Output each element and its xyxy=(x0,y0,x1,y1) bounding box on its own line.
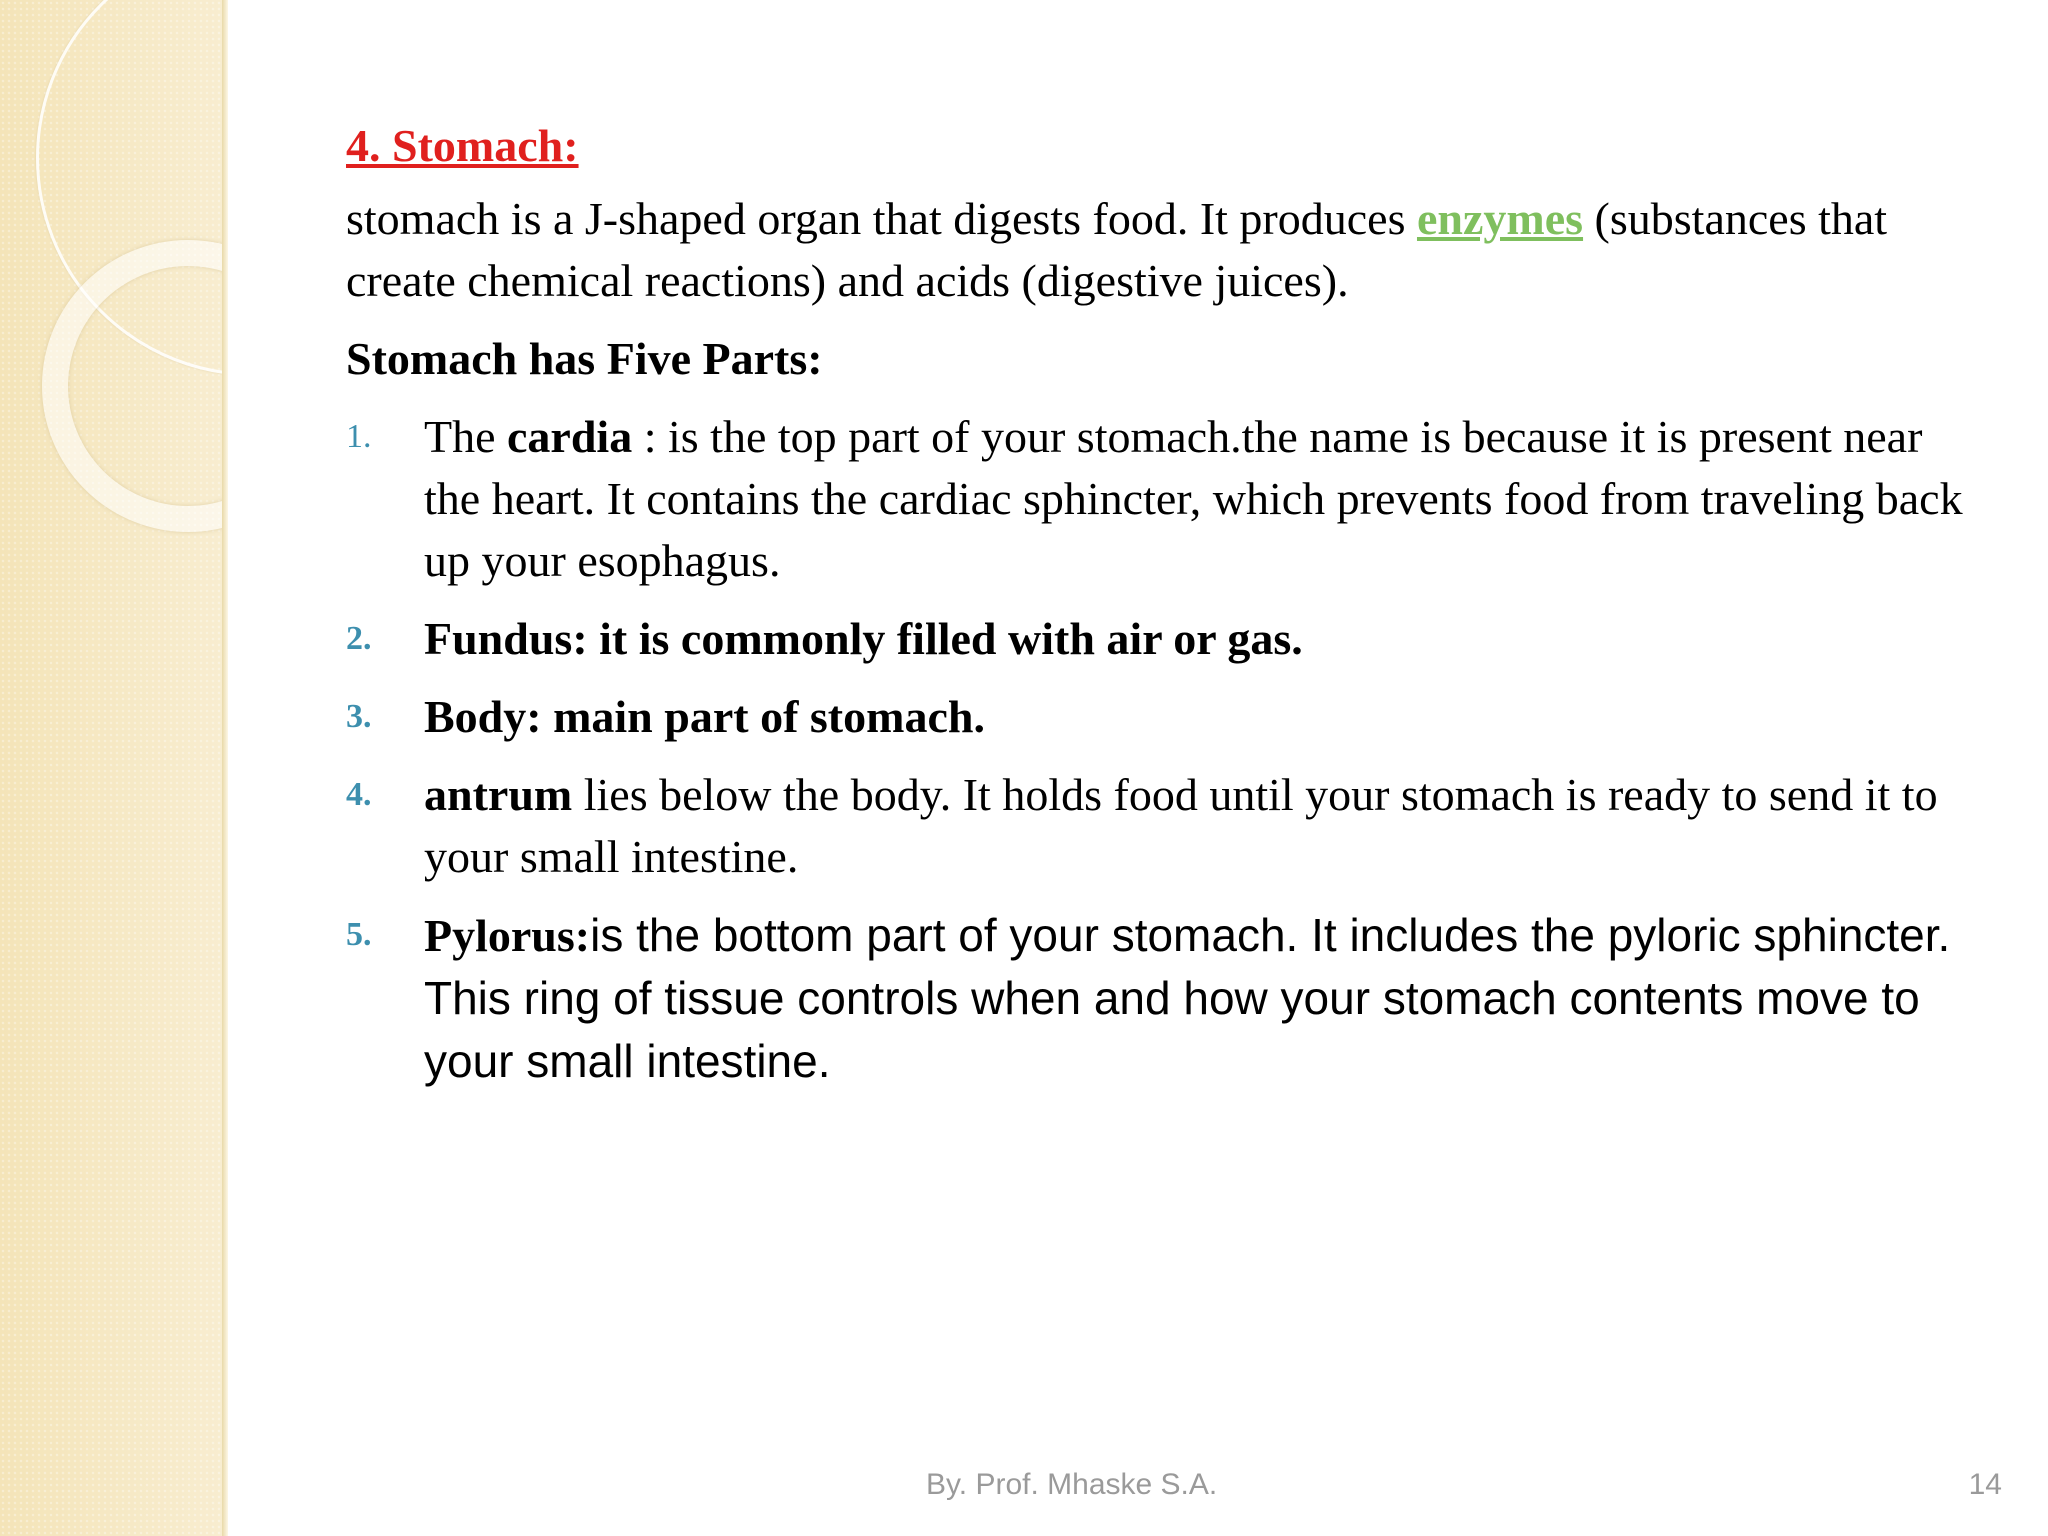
list-item xyxy=(346,406,1986,592)
part-description: lies below the body. It holds food until your stomach is ready to send it to your small intestine. xyxy=(424,769,1938,882)
decorative-ring-small xyxy=(42,240,226,532)
part-description: is the bottom part of your stomach. It includes the pyloric sphincter. This ring of tissue controls when and how your stomach contents move to your small intestine. xyxy=(424,909,1951,1087)
list-item xyxy=(346,904,1986,1093)
part-term: Body: main part of stomach. xyxy=(424,691,985,742)
decorative-side-panel xyxy=(0,0,226,1536)
footer-author: By. Prof. Mhaske S.A. xyxy=(926,1468,1218,1501)
part-prefix: The xyxy=(424,411,508,462)
part-term: Pylorus: xyxy=(424,910,591,961)
list-number: 1. xyxy=(346,418,372,455)
intro-text-after: (substances that create chemical reactions) and acids (digestive juices). xyxy=(346,193,1888,306)
side-panel-edge xyxy=(222,0,228,1536)
list-item xyxy=(346,764,1986,888)
parts-subheading: Stomach has Five Parts: xyxy=(346,333,823,384)
slide-heading: 4. Stomach: xyxy=(346,120,579,171)
list-number: 2. xyxy=(346,620,372,657)
part-term: antrum xyxy=(424,769,573,820)
part-term: cardia xyxy=(507,411,633,462)
list-item xyxy=(346,686,1986,748)
slide-content xyxy=(346,112,1986,1109)
intro-text-before: stomach is a J-shaped organ that digests food. It produces xyxy=(346,193,1417,244)
enzymes-link[interactable]: enzymes xyxy=(1416,193,1584,244)
slide-footer xyxy=(0,1468,2048,1508)
list-number: 3. xyxy=(346,698,372,735)
list-item xyxy=(346,608,1986,670)
part-description: : is the top part of your stomach.the name is because it is present near the heart. It contains the cardiac sphincter, which prevents food from traveling back up your esophagus. xyxy=(424,411,1963,586)
list-number: 5. xyxy=(346,916,372,953)
intro-paragraph xyxy=(346,188,1986,312)
list-number: 4. xyxy=(346,776,372,813)
part-term: Fundus: it is commonly filled with air or gas. xyxy=(424,613,1303,664)
slide-number: 14 xyxy=(1968,1468,2002,1501)
parts-list xyxy=(346,406,1986,1093)
